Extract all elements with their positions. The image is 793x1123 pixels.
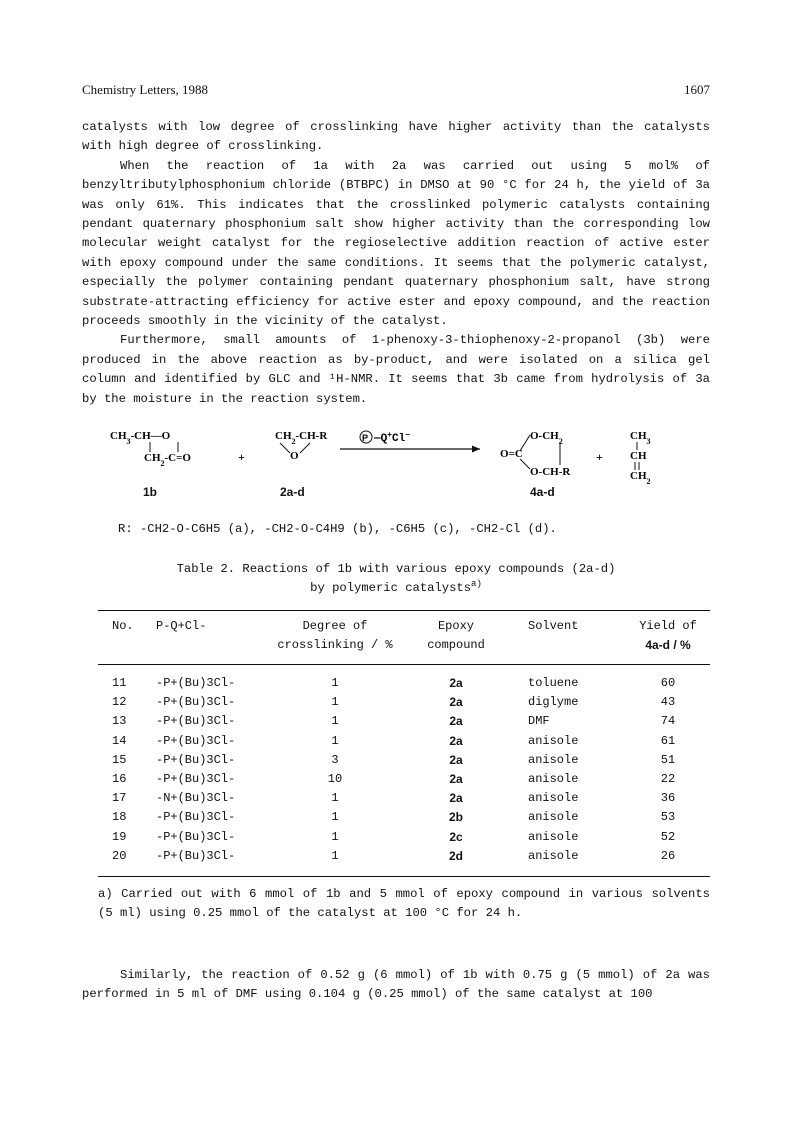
table-row [98, 734, 710, 753]
page-number: 1607 [684, 82, 710, 97]
row-degree: 1 [331, 791, 339, 806]
row-solvent: anisole [528, 752, 579, 767]
table-row [98, 810, 710, 829]
row-catalyst: -P+(Bu)3Cl- [156, 695, 236, 710]
row-solvent: diglyme [528, 695, 579, 710]
table-footnote: a) Carried out with 6 mmol of 1b and 5 mmol of epoxy compound in various solvents (5 ml) using 0.25 mmol of the catalyst at 100 °C for 24 h. [98, 887, 710, 921]
row-degree: 1 [331, 676, 339, 690]
svg-text:CH3-CH—O: $CH_3-CH—O$ [110, 430, 171, 446]
row-epoxy: 2d [448, 848, 463, 863]
row-solvent: anisole [528, 848, 579, 863]
row-no: 17 [112, 791, 127, 806]
header-epoxy-1: Epoxy [437, 619, 474, 633]
row-degree: 1 [331, 810, 339, 825]
row-degree: 1 [331, 733, 339, 748]
paragraph-closing: Similarly, the reaction of 0.52 g (6 mmol) of 1b with 0.75 g (5 mmol) of 2a was performed in 5 ml of DMF using 0.104 g (0.25 mmol) of the same catalyst at 100 [82, 968, 710, 1002]
svg-text:CH3: $CH_3$ [630, 430, 651, 446]
label-1b: 1b [143, 485, 158, 499]
row-degree: 1 [331, 695, 339, 710]
paragraph-3: Furthermore, small amounts of 1-phenoxy-3-thiophenoxy-2-propanol (3b) were produced in the above reaction as by-product, and were isolated on a silica gel column and identified by GLC and ¹H-NMR. It seems that 3b came from hydrolysis of 3a by the moisture in the reaction system. [82, 333, 710, 406]
row-degree: 1 [331, 714, 339, 729]
row-epoxy: 2a [449, 733, 463, 748]
row-solvent: anisole [528, 791, 579, 806]
row-catalyst: -N+(Bu)3Cl- [156, 791, 236, 806]
row-solvent: DMF [528, 714, 550, 729]
closing-text [82, 966, 710, 1005]
svg-text:O-CH-R: O-CH-R [530, 466, 571, 478]
svg-text:P: P [362, 433, 369, 443]
body-text [82, 118, 710, 409]
row-no: 15 [112, 752, 127, 767]
row-degree: 1 [331, 829, 339, 844]
header-catalyst: P-Q+Cl- [156, 619, 207, 633]
row-epoxy: 2a [449, 771, 463, 786]
svg-text:CH2-C=O: $CH_2-C=O$ [144, 452, 191, 468]
row-catalyst: -P+(Bu)3Cl- [156, 676, 236, 690]
row-no: 14 [112, 733, 127, 748]
table-caption-line-2: by polymeric catalysts [310, 581, 472, 595]
table-row [98, 695, 710, 714]
row-catalyst: -P+(Bu)3Cl- [156, 848, 236, 863]
row-catalyst: -P+(Bu)3Cl- [156, 810, 236, 825]
row-yield: 60 [660, 676, 676, 690]
table-body [98, 676, 710, 868]
row-yield: 74 [660, 714, 676, 729]
row-degree: 1 [331, 848, 339, 863]
row-catalyst: -P+(Bu)3Cl- [156, 714, 236, 729]
row-epoxy: 2b [448, 810, 463, 825]
row-degree: 3 [331, 752, 339, 767]
svg-text:CH2-CH-R: $CH_2-CH-R$ [275, 430, 328, 446]
table-row [98, 849, 710, 868]
journal-name: Chemistry Letters, 1988 [82, 82, 209, 97]
row-no: 12 [112, 695, 127, 710]
row-yield: 61 [660, 733, 676, 748]
reaction-scheme [110, 425, 710, 520]
header-epoxy-2: compound [427, 638, 485, 652]
row-no: 16 [112, 771, 127, 786]
table-row [98, 753, 710, 772]
row-yield: 52 [660, 829, 676, 844]
row-epoxy: 2a [449, 714, 463, 729]
svg-text:O-CH2: $O-CH_2$ [530, 430, 563, 446]
row-yield: 26 [660, 848, 676, 863]
header-yield-1: Yield of [639, 619, 697, 633]
label-2a-d: 2a-d [280, 485, 305, 499]
row-catalyst: -P+(Bu)3Cl- [156, 752, 236, 767]
row-epoxy: 2a [449, 752, 463, 767]
label-4a-d: 4a-d [530, 485, 555, 499]
table-caption-footnote-mark: a) [471, 578, 482, 589]
row-catalyst: -P+(Bu)3Cl- [156, 829, 236, 844]
row-solvent: anisole [528, 733, 579, 748]
plus-sign-1: + [238, 450, 245, 464]
svg-text:O=C: O=C [500, 448, 523, 460]
row-solvent: anisole [528, 829, 579, 844]
table-caption [82, 560, 710, 598]
header-degree-2: crosslinking / % [277, 638, 393, 652]
table-row [98, 714, 710, 733]
table-row [98, 676, 710, 695]
header-no: No. [112, 619, 134, 633]
row-yield: 36 [660, 791, 676, 806]
table-row [98, 791, 710, 810]
row-epoxy: 2a [449, 676, 463, 690]
plus-sign-2: + [596, 450, 603, 464]
row-no: 19 [112, 829, 127, 844]
svg-text:CH2: $CH_2$ [630, 470, 651, 486]
row-solvent: anisole [528, 810, 579, 825]
reaction-scheme-drawing [110, 425, 710, 520]
row-yield: 53 [660, 810, 676, 825]
row-solvent: toluene [528, 676, 579, 690]
svg-text:CH: CH [630, 450, 647, 462]
table-row [98, 830, 710, 849]
paragraph-1: catalysts with low degree of crosslinking have higher activity than the catalysts with high degree of crosslinking. [82, 120, 710, 154]
row-epoxy: 2a [449, 695, 463, 710]
svg-text:O: O [290, 450, 299, 462]
paragraph-2: When the reaction of 1a with 2a was carried out using 5 mol% of benzyltributylphosphonium chloride (BTBPC) in DMSO at 90 °C for 24 h, the yield of 3a was only 61%. This indicates that the crosslinked polymeric catalysts containing pendant quaternary phosphonium salt show higher activity than the corresponding low molecular weight catalyst for the regioselective addition reaction of active ester with epoxy compound under the same conditions. It seems that the polymeric catalyst, especially the polymer containing pendant quaternary phosphonium salt, have strong substrate-attracting efficiency for active ester and epoxy compound, and the reaction proceeds smoothly in the vicinity of the catalyst. [82, 158, 710, 329]
row-catalyst: -P+(Bu)3Cl- [156, 771, 236, 786]
header-degree-1: Degree of [302, 619, 368, 633]
row-yield: 22 [660, 771, 676, 786]
row-no: 13 [112, 714, 127, 729]
table-header-rule [98, 664, 710, 665]
row-no: 11 [112, 676, 127, 690]
table-bottom-rule [98, 876, 710, 877]
table-row [98, 772, 710, 791]
row-yield: 51 [660, 752, 676, 767]
row-epoxy: 2a [449, 791, 463, 806]
row-yield: 43 [660, 695, 676, 710]
table-caption-line-1: Table 2. Reactions of 1b with various epoxy compounds (2a-d) [176, 562, 616, 576]
header-solvent: Solvent [528, 619, 579, 633]
table-header [98, 617, 710, 657]
svg-text:—Q+Cl−: —Q+Cl− [374, 430, 411, 445]
row-degree: 10 [327, 771, 343, 786]
row-epoxy: 2c [449, 829, 463, 844]
table-top-rule [98, 610, 710, 611]
header-yield-2: 4a-d / % [645, 638, 691, 652]
row-no: 20 [112, 848, 127, 863]
r-group-definition: R: -CH2-O-C6H5 (a), -CH2-O-C4H9 (b), -C6H5 (c), -CH2-Cl (d). [118, 522, 557, 536]
row-solvent: anisole [528, 771, 579, 786]
row-no: 18 [112, 810, 127, 825]
row-catalyst: -P+(Bu)3Cl- [156, 733, 236, 748]
